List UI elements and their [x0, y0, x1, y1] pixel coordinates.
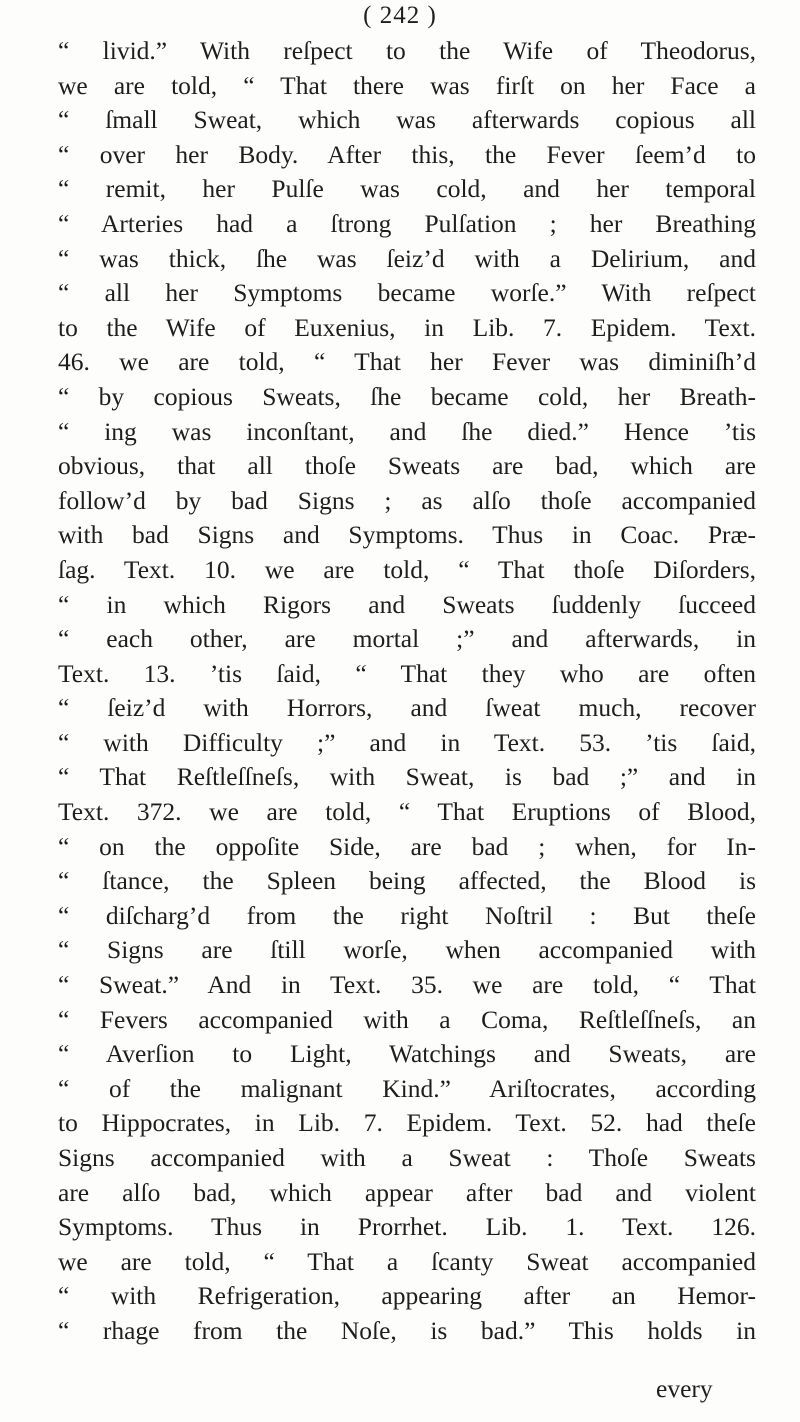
text-line: Text. 372. we are told, “ That Eruptions of Blood, [58, 797, 756, 827]
text-line: we are told, “ That a ſcanty Sweat accompanied [58, 1246, 756, 1276]
text-line: “ ing was inconſtant, and ſhe died.” Hence ’tis [58, 416, 756, 446]
text-line: 46. we are told, “ That her Fever was diminiſh’d [58, 347, 756, 377]
text-line: we are told, “ That there was firſt on her Face a [58, 70, 756, 100]
text-line: “ with Difficulty ;” and in Text. 53. ’tis ſaid, [58, 727, 756, 757]
text-line: obvious, that all thoſe Sweats are bad, which are [58, 451, 756, 481]
text-line: “ That Reſtleſſneſs, with Sweat, is bad ;” and in [58, 762, 756, 792]
text-line: “ diſcharg’d from the right Noſtril : But theſe [58, 900, 756, 930]
text-line: “ all her Symptoms became worſe.” With reſpect [58, 278, 756, 308]
text-line: “ ſtance, the Spleen being affected, the Blood is [58, 866, 756, 896]
text-line: ſag. Text. 10. we are told, “ That thoſe Diſorders, [58, 554, 756, 584]
text-line: to Hippocrates, in Lib. 7. Epidem. Text. 52. had theſe [58, 1108, 756, 1138]
text-line: “ Averſion to Light, Watchings and Sweats, are [58, 1039, 756, 1069]
text-line: “ livid.” With reſpect to the Wife of Theodorus, [58, 36, 756, 65]
text-line: “ over her Body. After this, the Fever ſeem’d to [58, 139, 756, 169]
text-line: “ rhage from the Noſe, is bad.” This holds in [58, 1315, 756, 1345]
text-line: follow’d by bad Signs ; as alſo thoſe accompanied [58, 485, 756, 515]
text-line: “ with Refrigeration, appearing after an Hemor- [58, 1281, 756, 1311]
text-line: Symptoms. Thus in Prorrhet. Lib. 1. Text. 126. [58, 1212, 756, 1242]
page-number: ( 242 ) [363, 2, 437, 29]
text-line: “ Fevers accompanied with a Coma, Reſtleſſneſs, an [58, 1004, 756, 1034]
text-line: Signs accompanied with a Sweat : Thoſe Sweats [58, 1143, 756, 1172]
text-line: “ each other, are mortal ;” and afterwards, in [58, 624, 756, 654]
text-line: “ in which Rigors and Sweats ſuddenly ſucceed [58, 589, 756, 619]
text-line: “ Sweat.” And in Text. 35. we are told, “ That [58, 970, 756, 1000]
text-line: to the Wife of Euxenius, in Lib. 7. Epidem. Text. [58, 312, 756, 342]
body-text [58, 34, 756, 1349]
text-line: “ of the malignant Kind.” Ariſtocrates, according [58, 1073, 756, 1103]
catchword: every [656, 1374, 713, 1403]
text-line: “ Arteries had a ſtrong Pulſation ; her Breathing [58, 208, 756, 238]
text-line: “ on the oppoſite Side, are bad ; when, for In- [58, 831, 756, 861]
text-line: “ Signs are ſtill worſe, when accompanied with [58, 935, 756, 965]
text-line: Text. 13. ’tis ſaid, “ That they who are often [58, 658, 756, 688]
text-line: with bad Signs and Symptoms. Thus in Coac. Præ- [58, 520, 756, 550]
text-line: “ remit, her Pulſe was cold, and her temporal [58, 174, 756, 204]
text-line: “ ſmall Sweat, which was afterwards copious all [58, 105, 756, 135]
text-line: “ was thick, ſhe was ſeiz’d with a Delirium, and [58, 243, 756, 273]
text-line: “ by copious Sweats, ſhe became cold, her Breath- [58, 381, 756, 411]
text-line: “ ſeiz’d with Horrors, and ſweat much, recover [58, 693, 756, 723]
text-line: are alſo bad, which appear after bad and violent [58, 1177, 756, 1207]
